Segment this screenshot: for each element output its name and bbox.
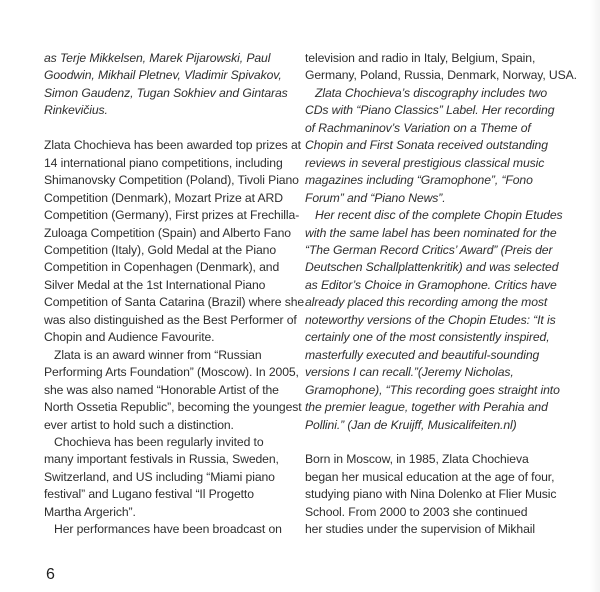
- text-line: Deutschen Schallplattenkritik) and was selected: [305, 260, 559, 275]
- page-number: 6: [46, 566, 55, 583]
- text-line: Silver Medal at the 1st International Piano: [44, 277, 266, 292]
- text-line: noteworthy versions of the Chopin Etudes: “It is: [305, 312, 556, 327]
- text-line: Goodwin, Mikhail Pletnev, Vladimir Spivakov,: [44, 68, 282, 83]
- text-line: began her musical education at the age of four,: [305, 469, 555, 484]
- text-line: festival” and Lugano festival “Il Progetto: [44, 487, 254, 502]
- paragraph-gap: [44, 120, 294, 137]
- text-line: Zlata Chochieva has been awarded top prizes at: [44, 138, 301, 153]
- text-line: she was also named “Honorable Artist of the: [44, 382, 279, 397]
- text-line: Simon Gaudenz, Tugan Sokhiev and Gintaras: [44, 85, 288, 100]
- text-line: Competition (Italy), Gold Medal at the Piano: [44, 242, 277, 257]
- text-line: already placed this recording among the most: [305, 295, 548, 310]
- text-line: Zuloaga Competition (Spain) and Alberto Fano: [44, 225, 291, 240]
- text-line: CDs with “Piano Classics” Label. Her recording: [305, 103, 555, 118]
- text-line: ever artist to hold such a distinction.: [44, 417, 234, 432]
- text-line: of Rachmaninov’s Variation on a Theme of: [305, 120, 531, 135]
- text-line: masterfully executed and beautiful-sounding: [305, 347, 540, 362]
- text-line: Zlata Chochieva’s discography includes two: [315, 85, 548, 100]
- text-line: her studies under the supervision of Mikhail: [305, 522, 535, 537]
- text-line: “The German Record Critics’ Award” (Preis der: [305, 242, 553, 257]
- left-column: [44, 50, 305, 539]
- text-line: Chopin and First Sonata received outstanding: [305, 138, 548, 153]
- etudes-paragraph: [305, 207, 567, 434]
- text-line: Zlata is an award winner from “Russian: [54, 347, 262, 362]
- page-gutter-shadow: [590, 0, 600, 592]
- text-line: television and radio in Italy, Belgium, Spain,: [305, 51, 536, 65]
- festivals-paragraph: [44, 434, 294, 521]
- text-line: Her performances have been broadcast on: [54, 522, 282, 537]
- text-line: Her recent disc of the complete Chopin Etudes: [315, 208, 563, 223]
- text-line: North Ossetia Republic”, becoming the youngest: [44, 400, 302, 415]
- text-line: Competition of Santa Catarina (Brazil) where she: [44, 295, 305, 310]
- text-line: Germany, Poland, Russia, Denmark, Norway, USA.: [305, 68, 577, 83]
- paragraph-gap: [305, 434, 567, 451]
- conductors-list-paragraph: [44, 50, 294, 120]
- awards-paragraph: [44, 137, 305, 346]
- broadcast-paragraph-continued: [305, 50, 577, 85]
- text-line: as Editor’s Choice in Gramophone. Critics have: [305, 277, 557, 292]
- text-line: reviews in several prestigious classical music: [305, 155, 545, 170]
- text-line: was also distinguished as the Best Performer of: [44, 312, 297, 327]
- text-line: Performing Arts Foundation” (Moscow). In 2005,: [44, 365, 299, 380]
- discography-paragraph: [305, 85, 567, 207]
- text-line: Pollini.” (Jan de Kruijff, Musicalifeiten.nl): [305, 417, 517, 432]
- text-line: as Terje Mikkelsen, Marek Pijarowski, Paul: [44, 51, 271, 65]
- text-line: Martha Argerich”.: [44, 504, 136, 519]
- text-line: studying piano with Nina Dolenko at Flier Music: [305, 487, 557, 502]
- text-line: Competition (Denmark), Mozart Prize at ARD: [44, 190, 283, 205]
- text-line: Switzerland, and US including “Miami piano: [44, 469, 275, 484]
- text-line: Gramophone), “This recording goes straight into: [305, 382, 560, 397]
- text-line: Chochieva has been regularly invited to: [54, 434, 264, 449]
- text-line: Competition (Germany), First prizes at Frechilla-: [44, 208, 300, 223]
- text-line: certainly one of the most consistently inspired,: [305, 330, 550, 345]
- text-line: 14 international piano competitions, including: [44, 155, 283, 170]
- broadcast-paragraph: [44, 521, 294, 538]
- text-line: Shimanovsky Competition (Poland), Tivoli Piano: [44, 173, 299, 188]
- text-line: Competition in Copenhagen (Denmark), and: [44, 260, 280, 275]
- text-line: many important festivals in Russia, Sweden,: [44, 452, 279, 467]
- text-line: Rinkevičius.: [44, 103, 108, 118]
- right-column: [305, 50, 577, 539]
- text-line: magazines including “Gramophone”, “Fono: [305, 173, 533, 188]
- text-line: Born in Moscow, in 1985, Zlata Chochieva: [305, 452, 529, 467]
- text-line: the premier league, together with Perahia and: [305, 400, 548, 415]
- text-line: Chopin and Audience Favourite.: [44, 330, 215, 345]
- biography-paragraph: [305, 451, 567, 538]
- text-line: versions I can recall.”(Jeremy Nicholas,: [305, 365, 514, 380]
- text-line: with the same label has been nominated for the: [305, 225, 557, 240]
- text-line: Forum” and “Piano News”.: [305, 190, 446, 205]
- foundation-paragraph: [44, 347, 302, 434]
- text-line: School. From 2000 to 2003 she continued: [305, 504, 528, 519]
